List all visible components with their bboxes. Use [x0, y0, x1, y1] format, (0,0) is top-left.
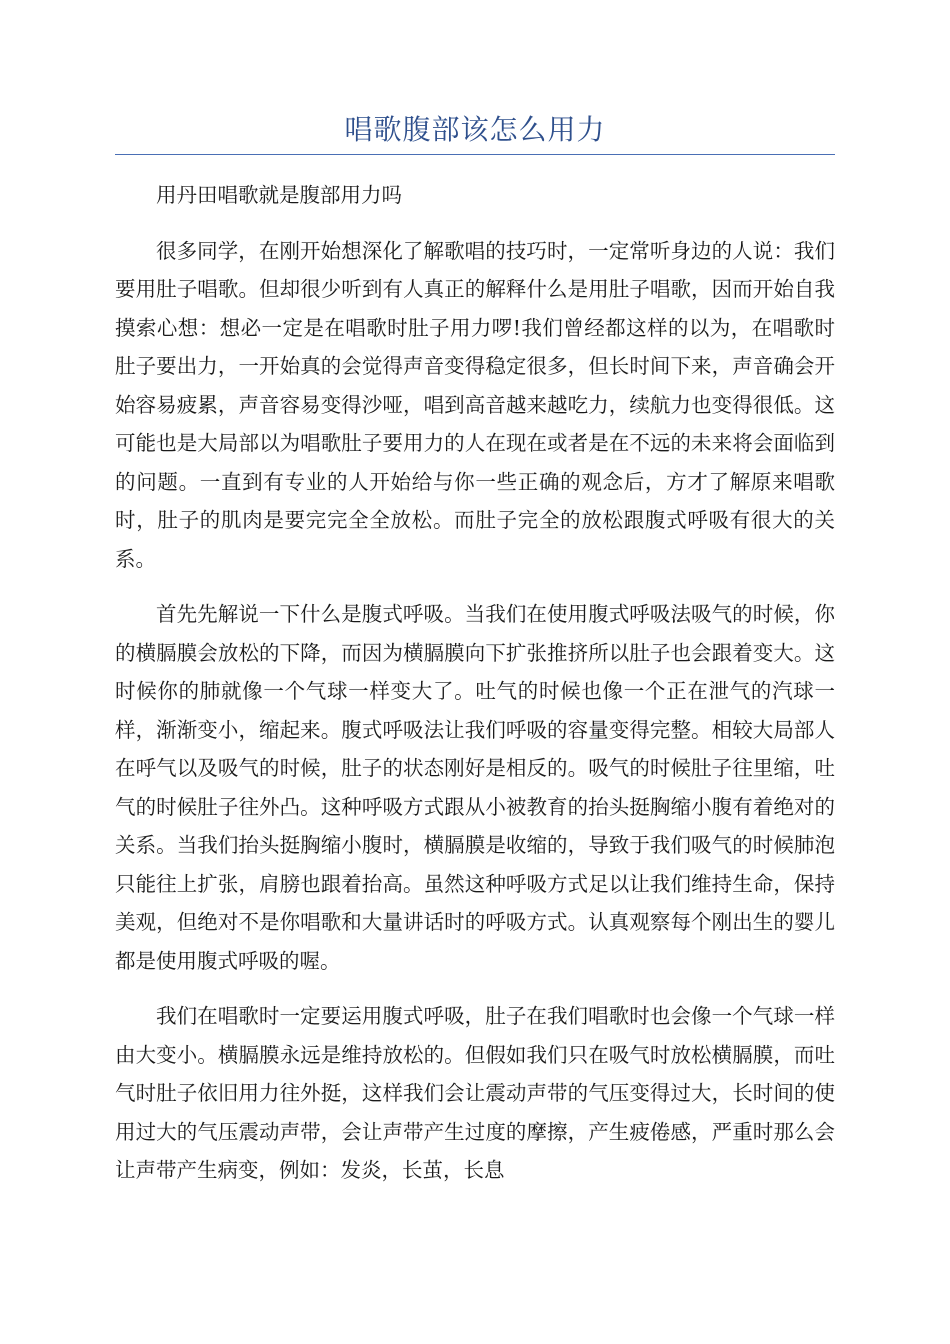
paragraph-subtitle: 用丹田唱歌就是腹部用力吗: [156, 183, 402, 207]
document-title: 唱歌腹部该怎么用力: [344, 113, 606, 146]
title-underline: [115, 154, 835, 155]
document-body: [115, 176, 835, 1207]
paragraph: 很多同学，在刚开始想深化了解歌唱的技巧时，一定常听身边的人说：我们要用肚子唱歌。但却很少听到有人真正的解释什么是用肚子唱歌，因而开始自我摸索心想：想必一定是在唱歌时肚子用力啰!我们曾经都这样的以为，在唱歌时肚子要出力，一开始真的会觉得声音变得稳定很多，但长时间下来，声音确会开始容易疲累，声音容易变得沙哑，唱到高音越来越吃力，续航力也变得很低。这可能也是大局部以为唱歌肚子要用力的人在现在或者是在不远的未来将会面临到的问题。一直到有专业的人开始给与你一些正确的观念后，方才了解原来唱歌时，肚子的肌肉是要完完全全放松。而肚子完全的放松跟腹式呼吸有很大的关系。: [115, 238, 835, 571]
paragraph: 首先先解说一下什么是腹式呼吸。当我们在使用腹式呼吸法吸气的时候，你的横膈膜会放松的下降，而因为横膈膜向下扩张推挤所以肚子也会跟着变大。这时候你的肺就像一个气球一样变大了。吐气的时候也像一个正在泄气的汽球一样，渐渐变小，缩起来。腹式呼吸法让我们呼吸的容量变得完整。相较大局部人在呼气以及吸气的时候，肚子的状态刚好是相反的。吸气的时候肚子往里缩，吐气的时候肚子往外凸。这种呼吸方式跟从小被教育的抬头挺胸缩小腹有着绝对的关系。当我们抬头挺胸缩小腹时，横膈膜是收缩的，导致于我们吸气的时候肺泡只能往上扩张，肩膀也跟着抬高。虽然这种呼吸方式足以让我们维持生命，保持美观，但绝对不是你唱歌和大量讲话时的呼吸方式。认真观察每个刚出生的婴儿都是使用腹式呼吸的喔。: [115, 602, 835, 973]
paragraph: 我们在唱歌时一定要运用腹式呼吸，肚子在我们唱歌时也会像一个气球一样由大变小。横膈膜永远是维持放松的。但假如我们只在吸气时放松横膈膜，而吐气时肚子依旧用力往外挺，这样我们会让震动声带的气压变得过大，长时间的使用过大的气压震动声带，会让声带产生过度的摩擦，产生疲倦感，严重时那么会让声带产生病变，例如：发炎，长茧，长息: [115, 1004, 835, 1182]
